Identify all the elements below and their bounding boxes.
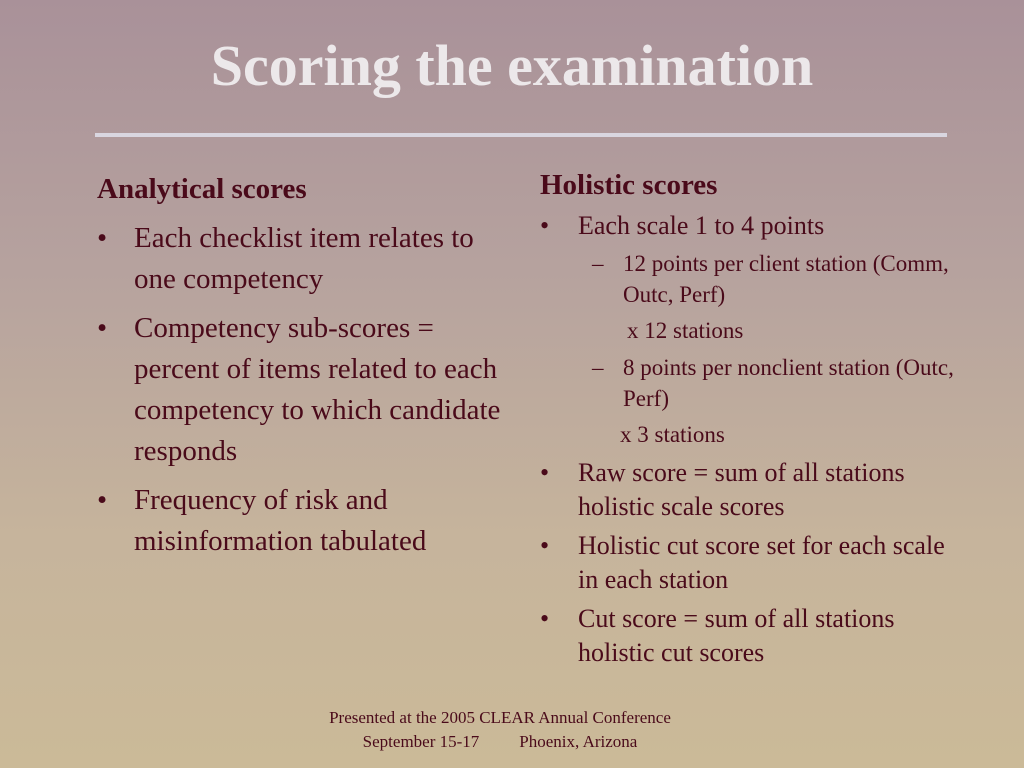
sub-list-item: – 8 points per nonclient station (Outc, Perf): [540, 352, 960, 414]
footer-date: September 15-17: [362, 732, 480, 751]
bullet-icon: •: [97, 484, 108, 516]
bullet-icon: •: [97, 312, 108, 344]
holistic-column: [540, 167, 960, 675]
analytical-heading: Analytical scores: [97, 173, 307, 205]
analytical-list: [97, 218, 507, 562]
sub-list-item: – 12 points per client station (Comm, Outc, Perf): [540, 248, 960, 310]
footer-location: Phoenix, Arizona: [519, 732, 638, 751]
list-item: • Holistic cut score set for each scale in each station: [540, 531, 945, 594]
sub-list-continuation: x 12 stations: [627, 318, 744, 343]
dash-icon: –: [592, 251, 604, 276]
list-item: • Frequency of risk and misinformation tabulated: [97, 480, 507, 562]
list-item: • Cut score = sum of all stations holistic cut scores: [540, 604, 895, 667]
sub-list-continuation: x 3 stations: [620, 422, 725, 447]
holistic-list: [540, 209, 960, 670]
bullet-icon: •: [540, 211, 550, 240]
bullet-icon: •: [97, 222, 108, 254]
dash-icon: –: [592, 355, 604, 380]
list-item: • Each scale 1 to 4 points: [540, 209, 960, 243]
bullet-icon: •: [540, 604, 550, 633]
analytical-column: [97, 170, 507, 570]
slide-title: Scoring the examination: [210, 33, 814, 98]
list-item: • Each checklist item relates to one competency: [97, 218, 507, 300]
footer-conference: Presented at the 2005 CLEAR Annual Conference: [329, 708, 671, 727]
bullet-icon: •: [540, 458, 550, 487]
list-item: • Raw score = sum of all stations holistic scale scores: [540, 458, 905, 521]
bullet-icon: •: [540, 531, 550, 560]
footer-date-location: [0, 730, 1000, 754]
list-item: • Competency sub-scores = percent of items related to each competency to which candidate responds: [97, 308, 507, 472]
holistic-heading: Holistic scores: [540, 169, 718, 201]
footer: [0, 706, 1000, 754]
title-divider: [95, 133, 947, 137]
